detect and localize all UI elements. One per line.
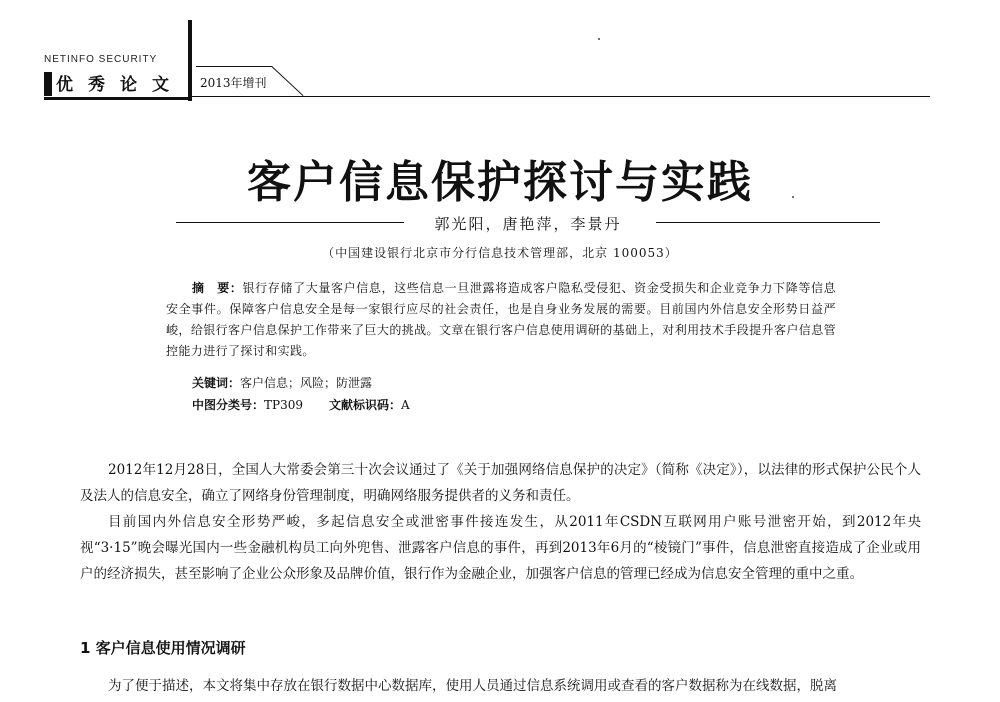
column-label: 优秀论文 (56, 75, 184, 95)
doc-code: A (401, 398, 410, 412)
author-rule-right (656, 222, 880, 223)
body-paragraph: 目前国内外信息安全形势严峻，多起信息安全或泄密事件接连发生，从2011年CSDN互联网用户账号泄密开始，到2012年央视“3·15”晚会曝光国内一些金融机构员工向外兜售、泄露客户信息的事件，再到2013年6月的“棱镜门”事件，信息泄密直接造成了企业或用户的经济损失，甚至影响了企业公众形象及品牌价值，银行作为金融企业，加强客户信息的管理已经成为信息安全管理的重中之重。 (80, 514, 921, 582)
header-vertical-bar (188, 20, 192, 101)
column-marker (44, 72, 52, 96)
keywords: 客户信息；风险；防泄露 (240, 376, 373, 390)
header-diagonal-rule (271, 66, 303, 96)
header-underline (44, 97, 192, 100)
section-body (80, 673, 921, 699)
abstract-label: 摘 要： (192, 281, 243, 295)
paper-title: 客户信息保护探讨与实践 (247, 157, 753, 208)
abstract-text: 银行存储了大量客户信息，这些信息一旦泄露将造成客户隐私受侵犯、资金受损失和企业竞争力下降等信息安全事件。保障客户信息安全是每一家银行应尽的社会责任，也是自身业务发展的需要。目前国内外信息安全形势日益严峻，给银行客户信息保护工作带来了巨大的挑战。文章在银行客户信息使用调研的基础上，对利用技术手段提升客户信息管控能力进行了探讨和实践。 (166, 281, 836, 358)
abstract (166, 278, 836, 362)
clc-label: 中图分类号： (192, 398, 265, 412)
keywords-label: 关键词： (192, 376, 241, 390)
keywords-line (192, 374, 372, 391)
doc-code-label: 文献标识码： (329, 398, 402, 412)
issue-label: 2013年增刊 (200, 76, 267, 90)
body-text (80, 457, 921, 587)
header-rule (192, 96, 930, 97)
author-row (176, 213, 880, 233)
section-heading: 1 客户信息使用情况调研 (80, 639, 246, 657)
classification-line (192, 396, 410, 413)
affiliation: （中国建设银行北京市分行信息技术管理部，北京 100053） (322, 246, 678, 260)
journal-brand: NETINFO SECURITY (44, 54, 158, 65)
authors: 郭光阳，唐艳萍，李景丹 (434, 215, 622, 233)
scan-speck (598, 38, 600, 40)
body-paragraph: 2012年12月28日，全国人大常委会第三十次会议通过了《关于加强网络信息保护的决定》（简称《决定》），以法律的形式保护公民个人及法人的信息安全，确立了网络身份管理制度，明确网络服务提供者的义务和责任。 (80, 462, 921, 504)
clc-number: TP309 (264, 398, 303, 412)
section-paragraph: 为了便于描述，本文将集中存放在银行数据中心数据库，使用人员通过信息系统调用或查看的客户数据称为在线数据，脱离 (108, 678, 837, 694)
issue-top-rule (196, 66, 272, 67)
